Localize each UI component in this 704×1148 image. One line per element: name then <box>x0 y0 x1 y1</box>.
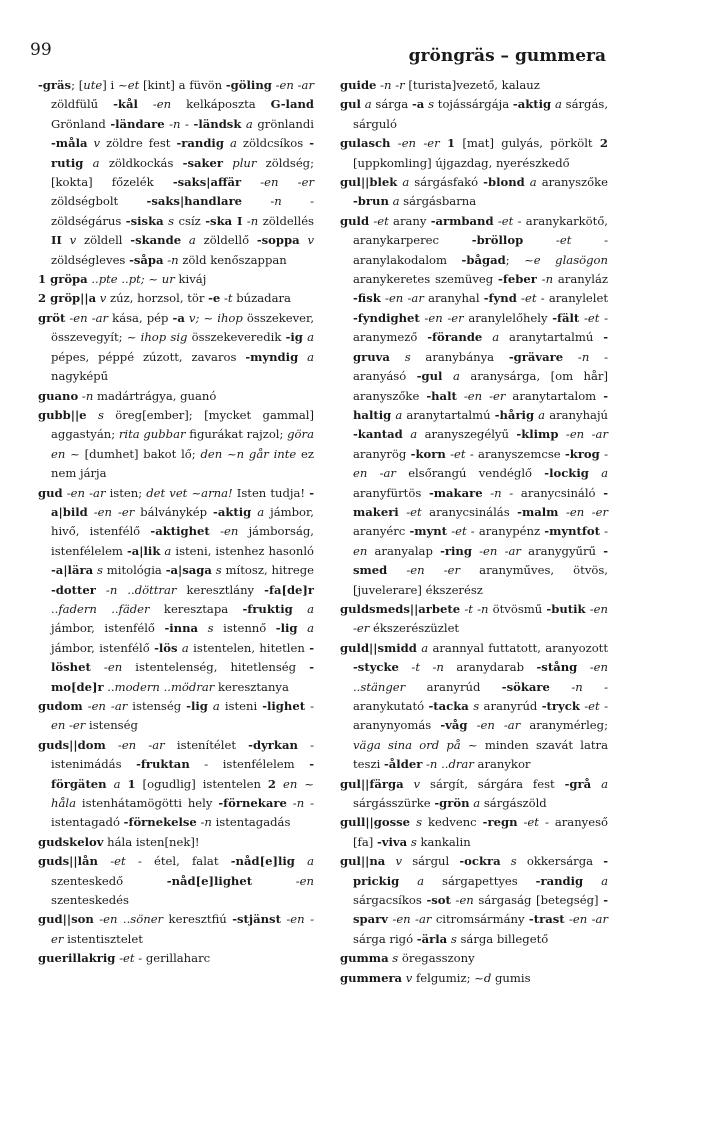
left-column <box>38 76 314 969</box>
dictionary-entry: gulasch -en -er 1 [mat] gulyás, pörkölt 2 [uppkomling] újgazdag, nyerészkedő <box>340 136 608 170</box>
dictionary-entry: guldsmeds||arbete -t -n ötvösmű -butik -en -er ékszerészüzlet <box>340 601 608 636</box>
dictionary-entry: guld||smidd a arannyal futtatott, aranyozott -stycke -t -n aranydarab -stång -en ..stänger aranyrúd -sökare -n - aranykutató -tacka s aranyrúd -tryck -et - aranynyomás -våg -en -ar aranymérleg; väga sina ord på ~ minden szavát latra teszi -ålder -n ..drar aranykor <box>340 640 609 772</box>
dictionary-entry: 1 gröpa ..pte ..pt; ~ ur kiváj <box>38 272 207 287</box>
dictionary-entry: gumma s öregasszony <box>340 951 475 966</box>
running-head: gröngräs – gummera <box>408 46 606 66</box>
dictionary-entry: 2 gröp||a v zúz, horzsol, tör -e -t búzadara <box>38 291 291 306</box>
dictionary-entry: gul||färga v sárgít, sárgára fest -grå a sárgásszürke -grön a sárgászöld <box>340 776 608 811</box>
dictionary-entry: guano -n madártrágya, guanó <box>38 388 217 403</box>
right-column <box>340 76 608 988</box>
dictionary-entry: gull||gosse s kedvenc -regn -et - aranyeső [fa] -viva s kankalin <box>340 815 609 849</box>
dictionary-entry: guerillakrig -et - gerillaharc <box>38 951 211 966</box>
dictionary-entry: gul||blek a sárgásfakó -blond a aranyszőke -brun a sárgásbarna <box>340 175 609 209</box>
dictionary-entry: gummera v felgumiz; ~d gumis <box>340 970 531 985</box>
dictionary-entry: gud -en -ar isten; det vet ~arna! Isten tudja! -a|bild -en -er bálványkép -aktig a jámbor, hivő, istenfélő -aktighet -en jámborság, istenfélelem -a|lik a isteni, istenhez hasonló -a|lära s mitológia -a|saga s mítosz, hitrege -dotter -n ..döttrar keresztlány -fa[de]r ..fadern ..fäder keresztapa -fruktig a jámbor, istenfélő -inna s istennő -lig a jámbor, istenfélő -lös a istentelen, hitetlen -löshet -en istentelenség, hitetlenség -mo[de]r ..modern ..mödrar keresztanya <box>38 485 315 694</box>
dictionary-entry: guld -et arany -armband -et - aranykarkötő, aranykarperec -bröllop -et - aranylakodalom -bågad; ~e glasögon aranykeretes szemüveg -feber -n aranyláz -fisk -en -ar aranyhal -fynd -et - aranylelet -fyndighet -en -er aranylelőhely -fält -et - aranymező -förande a aranytartalmú -gruva s aranybánya -grävare -n - aranyásó -gul a aranysárga, [om hår] aranyszőke -halt -en -er aranytartalom -haltig a aranytartalmú -hårig a aranyhajú -kantad a aranyszegélyű -klimp -en -ar aranyrög -korn -et - aranyszemcse -krog -en -ar elsőrangú vendéglő -lockig a aranyfürtös -makare -n - aranycsináló -makeri -et aranycsinálás -malm -en -er aranyérc -mynt -et - aranypénz -myntfot -en aranyalap -ring -en -ar aranygyűrű -smed -en -er aranyműves, ötvös, [juvelerare] ékszerész <box>340 213 609 597</box>
dictionary-entry: gubb||e s öreg[ember]; [mycket gammal] aggastyán; rita gubbar figurákat rajzol; göra en ~ [dumhet] bakot lő; den ~n går inte ez nem járja <box>38 407 315 481</box>
dictionary-entry: gröt -en -ar kása, pép -a v; ~ ihop összekever, összevegyít; ~ ihop sig összekeveredik -ig a pépes, péppé zúzott, zavaros -myndig a nagyképű <box>38 310 315 384</box>
page-number: 99 <box>30 40 52 60</box>
dictionary-entry: gudskelov hála isten[nek]! <box>38 834 200 849</box>
dictionary-entry: guds||lån -et - étel, falat -nåd[e]lig a szenteskedő -nåd[e]lighet -en szenteskedés <box>38 854 315 908</box>
dictionary-entry: gul||na v sárgul -ockra s okkersárga -prickig a sárgapettyes -randig a sárgacsíkos -sot -en sárgaság [betegség] -sparv -en -ar citromsármány -trast -en -ar sárga rigó -ärla s sárga billegető <box>340 854 609 946</box>
dictionary-entry: guds||dom -en -ar istenítélet -dyrkan - istenimádás -fruktan - istenfélelem -förgäten a 1 [ogudlig] istentelen 2 en ~ håla istenhátamögötti hely -förnekare -n - istentagadó -förnekelse -n istentagadás <box>38 737 315 830</box>
dictionary-entry: gud||son -en ..söner keresztfiú -stjänst -en -er istentisztelet <box>38 912 315 946</box>
dictionary-entry: gudom -en -ar istenség -lig a isteni -lighet -en -er istenség <box>38 699 314 733</box>
dictionary-entry: -gräs; [ute] i ~et [kint] a füvön -göling -en -ar zöldfülű -kål -en kelkáposzta G-land Grönland -ländare -n - -ländsk a grönlandi -måla v zöldre fest -randig a zöldcsíkos -rutig a zöldkockás -saker plur zöldség; [kokta] főzelék -saks|affär -en -er zöldségbolt -saks|handlare -n - zöldségárus -siska s csíz -ska I -n zöldellés II v zöldell -skande a zöldellő -soppa v zöldségleves -såpa -n zöld kenőszappan <box>38 78 315 267</box>
dictionary-entry: gul a sárga -a s tojássárgája -aktig a sárgás, sárguló <box>340 97 609 131</box>
dictionary-entry: guide -n -r [turista]vezető, kalauz <box>340 78 540 92</box>
